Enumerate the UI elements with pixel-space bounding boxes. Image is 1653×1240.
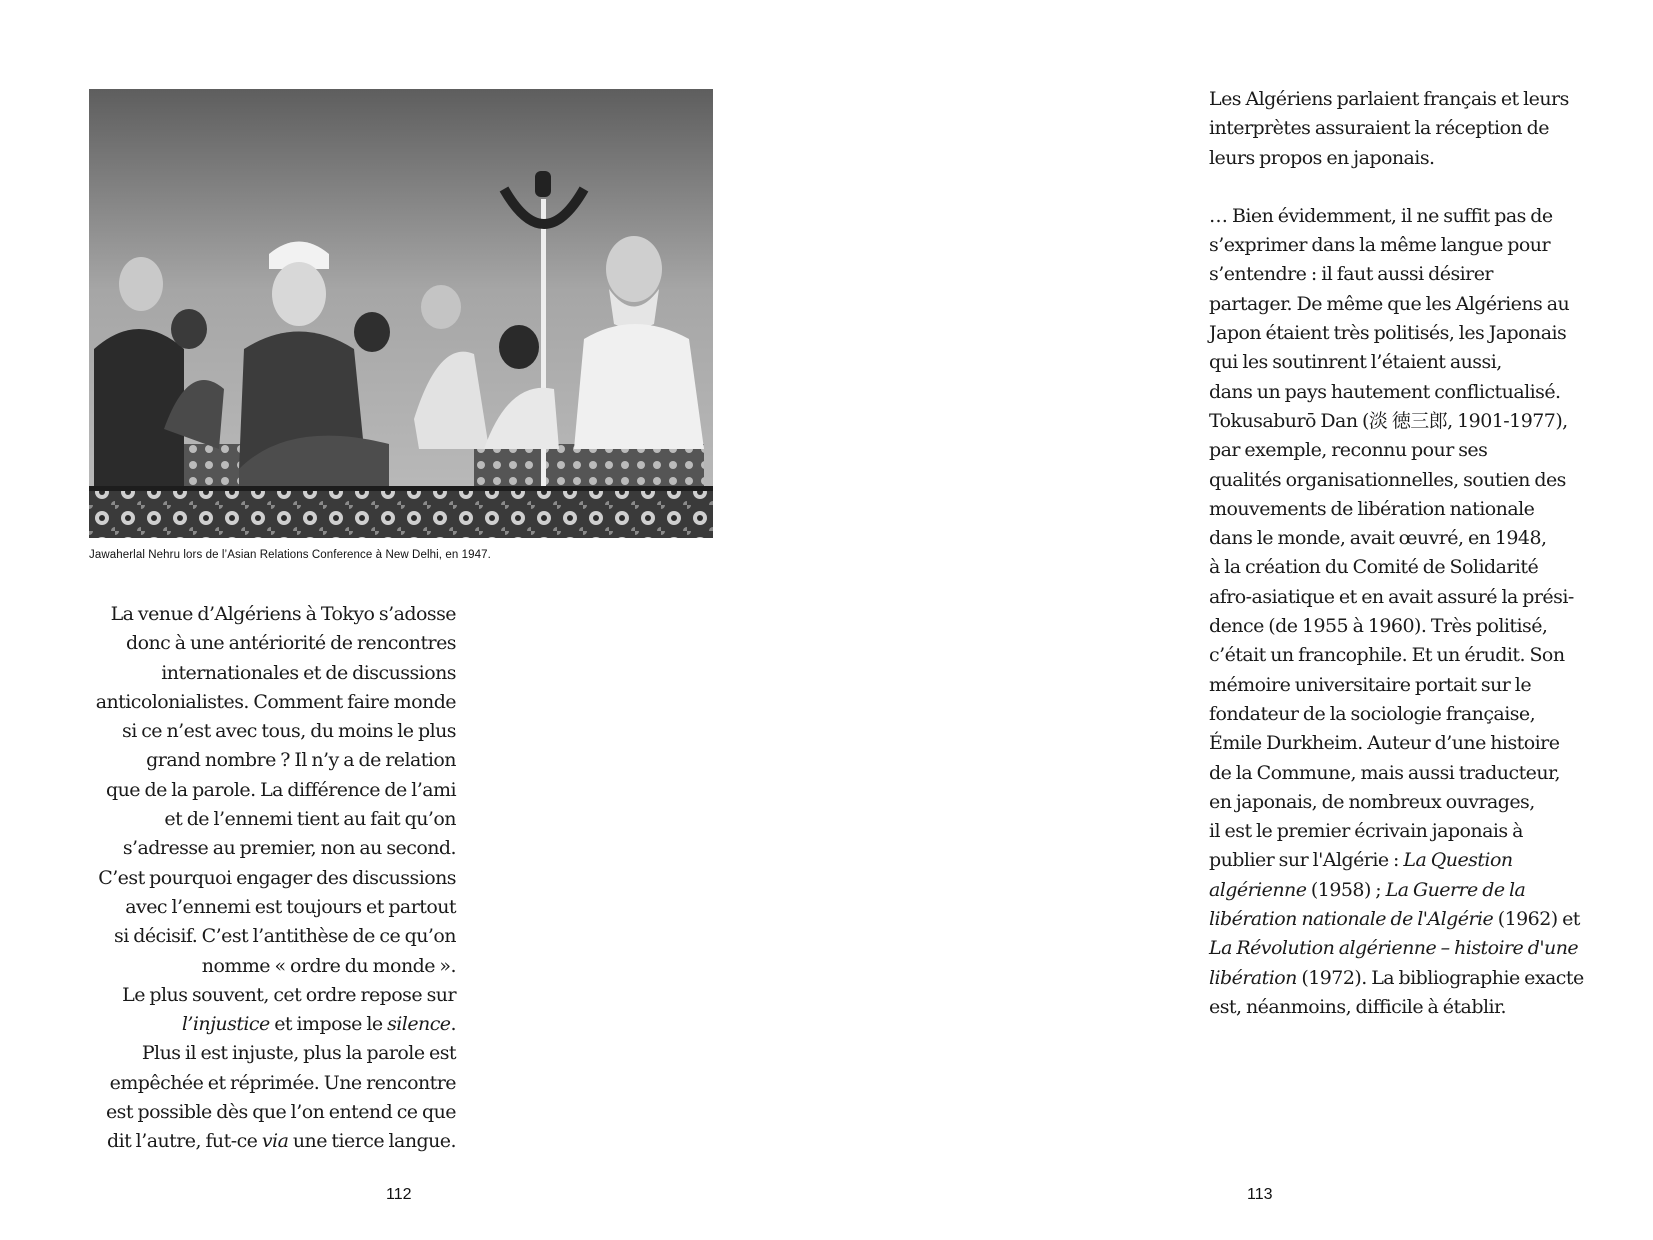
text-segment: publier sur l'Algérie : [1209,849,1404,872]
text-line: leurs propos en japonais. [1209,146,1435,169]
italic-segment: algérienne [1209,878,1307,901]
text-line: si ce n’est avec tous, du moins le plus [122,720,456,743]
text-line: fondateur de la sociologie française, [1209,702,1536,725]
text-line: afro-asiatique et en avait assuré la prési- [1209,585,1574,608]
text-line: s’adresse au premier, non au second. [122,837,456,860]
text-line [1209,846,1629,875]
text-line: qui les soutinrent l’étaient aussi, [1209,351,1502,374]
text-line: en japonais, de nombreux ouvrages, [1209,790,1535,813]
text-line: internationales et de discussions [161,661,456,684]
text-line: interprètes assuraient la réception de [1209,117,1549,140]
text-line: dans un pays hautement conflictualisé. [1209,380,1561,403]
page-number-left: 112 [386,1186,412,1203]
text-segment: . [450,1013,456,1036]
text-line: s’exprimer dans la même langue pour [1209,234,1550,257]
italic-segment: l’injustice [181,1013,270,1036]
text-line [1209,876,1629,905]
text-line: par exemple, reconnu pour ses [1209,439,1488,462]
text-line: La venue d’Algériens à Tokyo s’adosse [110,603,456,625]
text-line: Le plus souvent, cet ordre repose sur [122,983,456,1006]
text-line: Plus il est injuste, plus la parole est [141,1042,456,1065]
text-line: Japon étaient très politisés, les Japonais [1209,322,1567,345]
text-segment: et impose le [269,1013,388,1036]
text-line [1209,964,1629,993]
text-line: de la Commune, mais aussi traducteur, [1209,761,1560,784]
text-segment: (1972). La bibliographie exacte [1296,966,1584,989]
text-line: Les Algériens parlaient français et leurs [1209,88,1569,110]
italic-segment: La Question [1403,849,1513,872]
left-page [0,0,826,1240]
text-line: est possible dès que l’on entend ce que [105,1101,456,1124]
text-segment: (1962) et [1493,908,1580,931]
text-line: dence (de 1955 à 1960). Très politisé, [1209,615,1548,638]
right-body-text [1209,85,1629,1022]
text-line: … Bien évidemment, il ne suffit pas de [1209,204,1553,227]
text-line: s’entendre : il faut aussi désirer [1209,263,1493,286]
text-line: est, néanmoins, difficile à établir. [1209,995,1506,1018]
text-line: mémoire universitaire portait sur le [1209,673,1532,696]
text-segment: une tierce langue. [288,1130,456,1153]
right-paragraph-2 [1209,202,1629,1022]
text-line: C’est pourquoi engager des discussions [98,866,456,889]
text-segment: (1958) ; [1306,878,1386,901]
photo-illustration [89,89,713,538]
right-paragraph-1 [1209,85,1629,173]
text-line [1209,934,1629,963]
text-line [80,1127,456,1156]
text-line: que de la parole. La différence de l’ami [106,778,456,801]
page-number-right: 113 [1247,1186,1273,1203]
text-line: il est le premier écrivain japonais à [1209,820,1523,843]
text-line: nomme « ordre du monde ». [201,954,456,977]
text-line: et de l’ennemi tient au fait qu’on [164,808,456,831]
text-line: grand nombre ? Il n’y a de relation [146,749,456,772]
text-line: dans le monde, avait œuvré, en 1948, [1209,527,1547,550]
paragraph-gap [1209,173,1629,202]
text-line: donc à une antériorité de rencontres [125,632,456,655]
text-line: partager. De même que les Algériens au [1209,292,1570,315]
text-line: empêchée et réprimée. Une rencontre [109,1071,456,1094]
left-body-text [80,600,456,1157]
italic-segment: via [261,1130,289,1153]
italic-segment: La Révolution algérienne – histoire d'une [1209,937,1579,960]
text-line: c’était un francophile. Et un érudit. Son [1209,644,1565,667]
text-line [80,1010,456,1039]
photo-caption: Jawaherlal Nehru lors de l’Asian Relations Conference à New Delhi, en 1947. [89,549,491,561]
text-line [1209,905,1629,934]
text-line: Émile Durkheim. Auteur d’une histoire [1209,732,1560,755]
text-line: qualités organisationnelles, soutien des [1209,468,1566,491]
text-line: Tokusaburō Dan (淡 徳三郎, 1901-1977), [1209,409,1568,432]
text-line: à la création du Comité de Solidarité [1209,556,1539,579]
text-line: si décisif. C’est l’antithèse de ce qu’on [114,925,456,948]
right-page [826,0,1653,1240]
italic-segment: silence [387,1013,451,1036]
italic-segment: libération nationale de l'Algérie [1209,908,1494,931]
text-segment: dit l’autre, fut-ce [106,1130,262,1153]
text-line: mouvements de libération nationale [1209,497,1535,520]
text-line: anticolonialistes. Comment faire monde [95,690,456,713]
historical-photo [89,89,713,538]
italic-segment: libération [1209,966,1297,989]
italic-segment: La Guerre de la [1385,878,1526,901]
text-line: avec l’ennemi est toujours et partout [125,895,456,918]
